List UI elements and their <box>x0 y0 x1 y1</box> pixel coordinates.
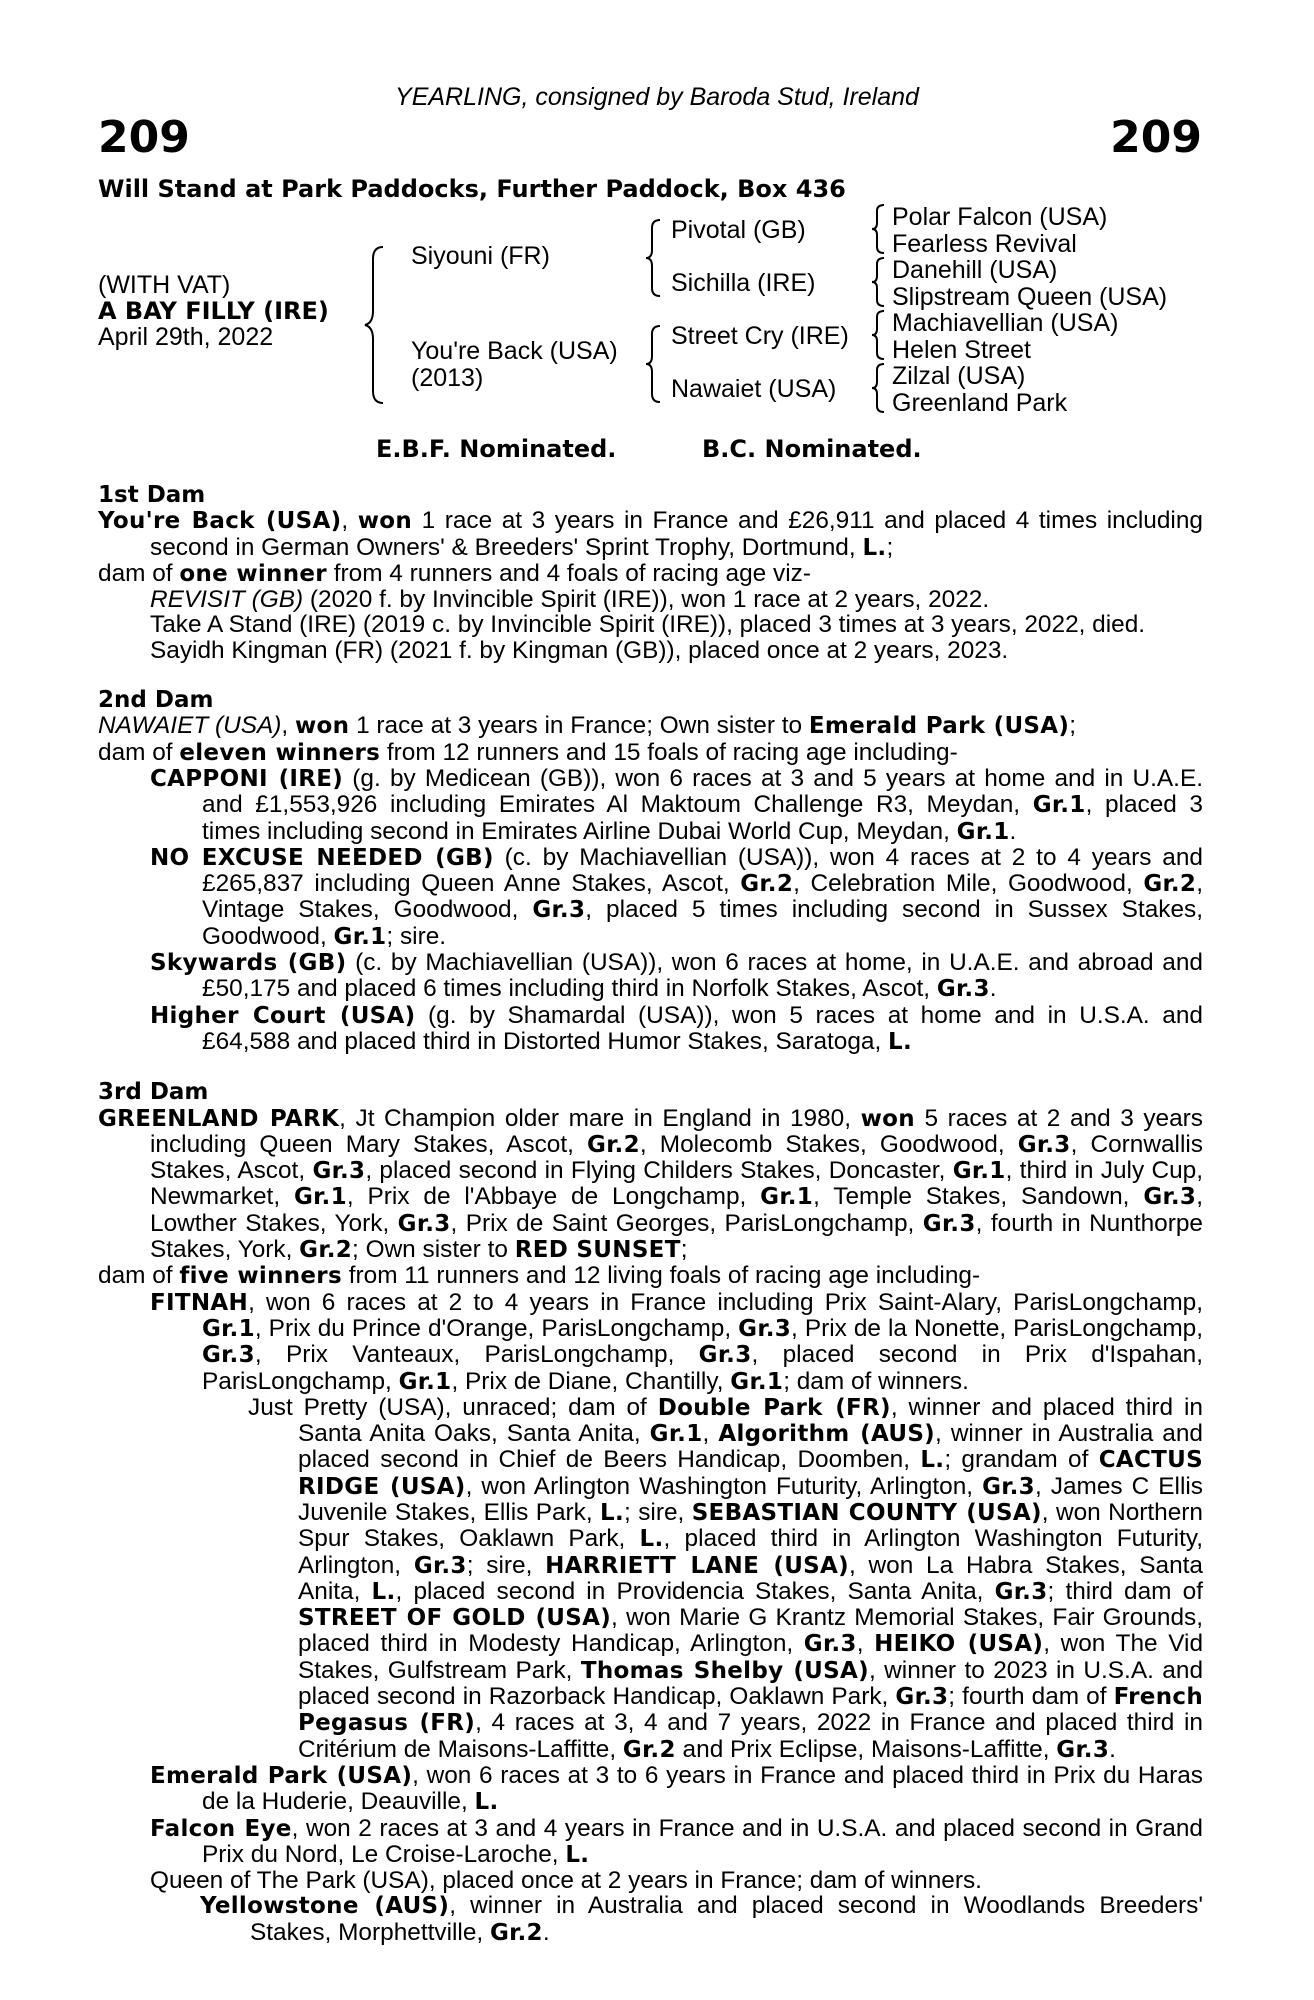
lot-number-left: 209 <box>98 112 190 163</box>
consignment-line: YEARLING, consigned by Baroda Stud, Ireland <box>395 83 919 111</box>
foaling-date: April 29th, 2022 <box>98 323 274 351</box>
produce-record <box>98 483 1203 1946</box>
brace-icon <box>870 256 888 308</box>
produce-entry: Emerald Park (USA), won 6 races at 3 to 6 years in France and placed third in Prix du Haras de la Huderie, Deauville, L. <box>150 1761 1203 1816</box>
section-title-3rd-dam: 3rd Dam <box>98 1079 209 1106</box>
produce-entry: Sayidh Kingman (FR) (2021 f. by Kingman (GB)), placed once at 2 years, 2023. <box>150 636 1009 664</box>
ancestor-dsd: Helen Street <box>892 336 1031 364</box>
produce-entry: NO EXCUSE NEEDED (GB) (c. by Machiavellian (USA)), won 4 races at 2 to 4 years and £265,837 including Queen Anne Stakes, Ascot, Gr.2, Celebration Mile, Goodwood, Gr.2, Vintage Stakes, Goodwood, Gr.3, placed 5 times including second in Sussex Stakes, Goodwood, Gr.1; sire. <box>150 843 1203 950</box>
sire-dam: Sichilla (IRE) <box>671 269 816 297</box>
produce-entry: Just Pretty (USA), unraced; dam of Double Park (FR), winner and placed third in Santa Anita Oaks, Santa Anita, Gr.1, Algorithm (AUS), winner in Australia and placed second in Chief de Beers Handicap, Doomben, L.; grandam of CACTUS RIDGE (USA), won Arlington Washington Futurity, Arlington, Gr.3, James C Ellis Juvenile Stakes, Ellis Park, L.; sire, SEBASTIAN COUNTY (USA), won Northern Spur Stakes, Oaklawn Park, L., placed third in Arlington Washington Futurity, Arlington, Gr.3; sire, HARRIETT LANE (USA), won La Habra Stakes, Santa Anita, L., placed second in Providencia Stakes, Santa Anita, Gr.3; third dam of STREET OF GOLD (USA), won Marie G Krantz Memorial Stakes, Fair Grounds, placed third in Modesty Handicap, Arlington, Gr.3, HEIKO (USA), won The Vid Stakes, Gulfstream Park, Thomas Shelby (USA), winner to 2023 in U.S.A. and placed second in Razorback Handicap, Oaklawn Park, Gr.3; fourth dam of French Pegasus (FR), 4 races at 3, 4 and 7 years, 2022 in France and placed third in Critérium de Maisons-Laffitte, Gr.2 and Prix Eclipse, Maisons-Laffitte, Gr.3. <box>248 1393 1204 1763</box>
dam-sire: Street Cry (IRE) <box>671 322 849 350</box>
produce-entry: Falcon Eye, won 2 races at 3 and 4 years in France and in U.S.A. and placed second in Grand Prix du Nord, Le Croise-Laroche, L. <box>150 1814 1203 1868</box>
sire-sire: Pivotal (GB) <box>671 216 806 244</box>
brace-icon <box>363 245 387 405</box>
produce-entry: Queen of The Park (USA), placed once at 2 years in France; dam of winners. <box>150 1867 982 1895</box>
brace-icon <box>870 203 888 255</box>
ebf-nomination: E.B.F. Nominated. <box>376 435 617 463</box>
produce-entry: CAPPONI (IRE) (g. by Medicean (GB)), won 6 races at 3 and 5 years at home and in U.A.E. and £1,553,926 including Emirates Al Maktoum Challenge R3, Meydan, Gr.1, placed 3 times including second in Emirates Airline Dubai World Cup, Meydan, Gr.1. <box>150 764 1203 845</box>
dam1-produce-line: dam of one winner from 4 runners and 4 foals of racing age viz- <box>98 559 811 587</box>
vat-note: (WITH VAT) <box>98 271 231 299</box>
bc-nomination: B.C. Nominated. <box>702 435 922 463</box>
produce-entry: Skywards (GB) (c. by Machiavellian (USA)), won 6 races at home, in U.A.E. and abroad and £50,175 and placed 6 times including third in Norfolk Stakes, Ascot, Gr.3. <box>150 949 1203 1003</box>
lot-number-right: 209 <box>1110 112 1202 163</box>
produce-entry: FITNAH, won 6 races at 2 to 4 years in France including Prix Saint-Alary, ParisLongchamp, Gr.1, Prix du Prince d'Orange, ParisLongchamp, Gr.3, Prix de la Nonette, ParisLongchamp, Gr.3, Prix Vanteaux, ParisLongchamp, Gr.3, placed second in Prix d'Ispahan, ParisLongchamp, Gr.1, Prix de Diane, Chantilly, Gr.1; dam of winners. <box>150 1288 1204 1395</box>
ancestor-dss: Machiavellian (USA) <box>892 309 1119 337</box>
dam3-produce-line: dam of five winners from 11 runners and 12 living foals of racing age including- <box>98 1262 981 1290</box>
dam: You're Back (USA) <box>411 337 618 365</box>
dam-dam: Nawaiet (USA) <box>671 375 837 403</box>
dam3-summary: GREENLAND PARK, Jt Champion older mare in England in 1980, won 5 races at 2 and 3 years including Queen Mary Stakes, Ascot, Gr.2, Molecomb Stakes, Goodwood, Gr.3, Cornwallis Stakes, Ascot, Gr.3, placed second in Flying Childers Stakes, Doncaster, Gr.1, third in July Cup, Newmarket, Gr.1, Prix de l'Abbaye de Longchamp, Gr.1, Temple Stakes, Sandown, Gr.3, Lowther Stakes, York, Gr.3, Prix de Saint Georges, ParisLongchamp, Gr.3, fourth in Nunthorpe Stakes, York, Gr.2; Own sister to RED SUNSET; <box>98 1104 1203 1264</box>
dam2-produce-line: dam of eleven winners from 12 runners and 15 foals of racing age including- <box>98 738 958 766</box>
ancestor-sds: Danehill (USA) <box>892 256 1058 284</box>
produce-entry: Higher Court (USA) (g. by Shamardal (USA)), won 5 races at home and in U.S.A. and £64,588 and placed third in Distorted Humor Stakes, Saratoga, L. <box>150 1001 1203 1055</box>
ancestor-ddd: Greenland Park <box>892 389 1068 417</box>
dam-year: (2013) <box>411 364 484 392</box>
brace-icon <box>644 324 664 404</box>
horse-name: A BAY FILLY (IRE) <box>98 297 329 325</box>
brace-icon <box>644 218 664 298</box>
dam2-summary: NAWAIET (USA), won 1 race at 3 years in France; Own sister to Emerald Park (USA); <box>98 712 1076 740</box>
produce-entry: Yellowstone (AUS), winner in Australia and placed second in Woodlands Breeders' Stakes, Morphettville, Gr.2. <box>200 1892 1204 1946</box>
sire: Siyouni (FR) <box>411 242 550 270</box>
ancestor-ssd: Fearless Revival <box>892 230 1077 258</box>
section-title-1st-dam: 1st Dam <box>98 482 206 508</box>
produce-entry: Take A Stand (IRE) (2019 c. by Invincible Spirit (IRE)), placed 3 times at 3 years, 2022, died. <box>150 611 1146 639</box>
section-title-2nd-dam: 2nd Dam <box>98 687 214 714</box>
brace-icon <box>870 309 888 361</box>
ancestor-sss: Polar Falcon (USA) <box>892 203 1108 231</box>
stand-location: Will Stand at Park Paddocks, Further Paddock, Box 436 <box>98 175 846 203</box>
ancestor-dds: Zilzal (USA) <box>892 362 1026 390</box>
produce-entry: REVISIT (GB) (2020 f. by Invincible Spirit (IRE)), won 1 race at 2 years, 2022. <box>150 586 990 614</box>
brace-icon <box>870 362 888 414</box>
dam1-summary: You're Back (USA), won 1 race at 3 years in France and £26,911 and placed 4 times including second in German Owners' & Breeders' Sprint Trophy, Dortmund, L.; <box>98 507 1203 561</box>
ancestor-sdd: Slipstream Queen (USA) <box>892 283 1168 311</box>
